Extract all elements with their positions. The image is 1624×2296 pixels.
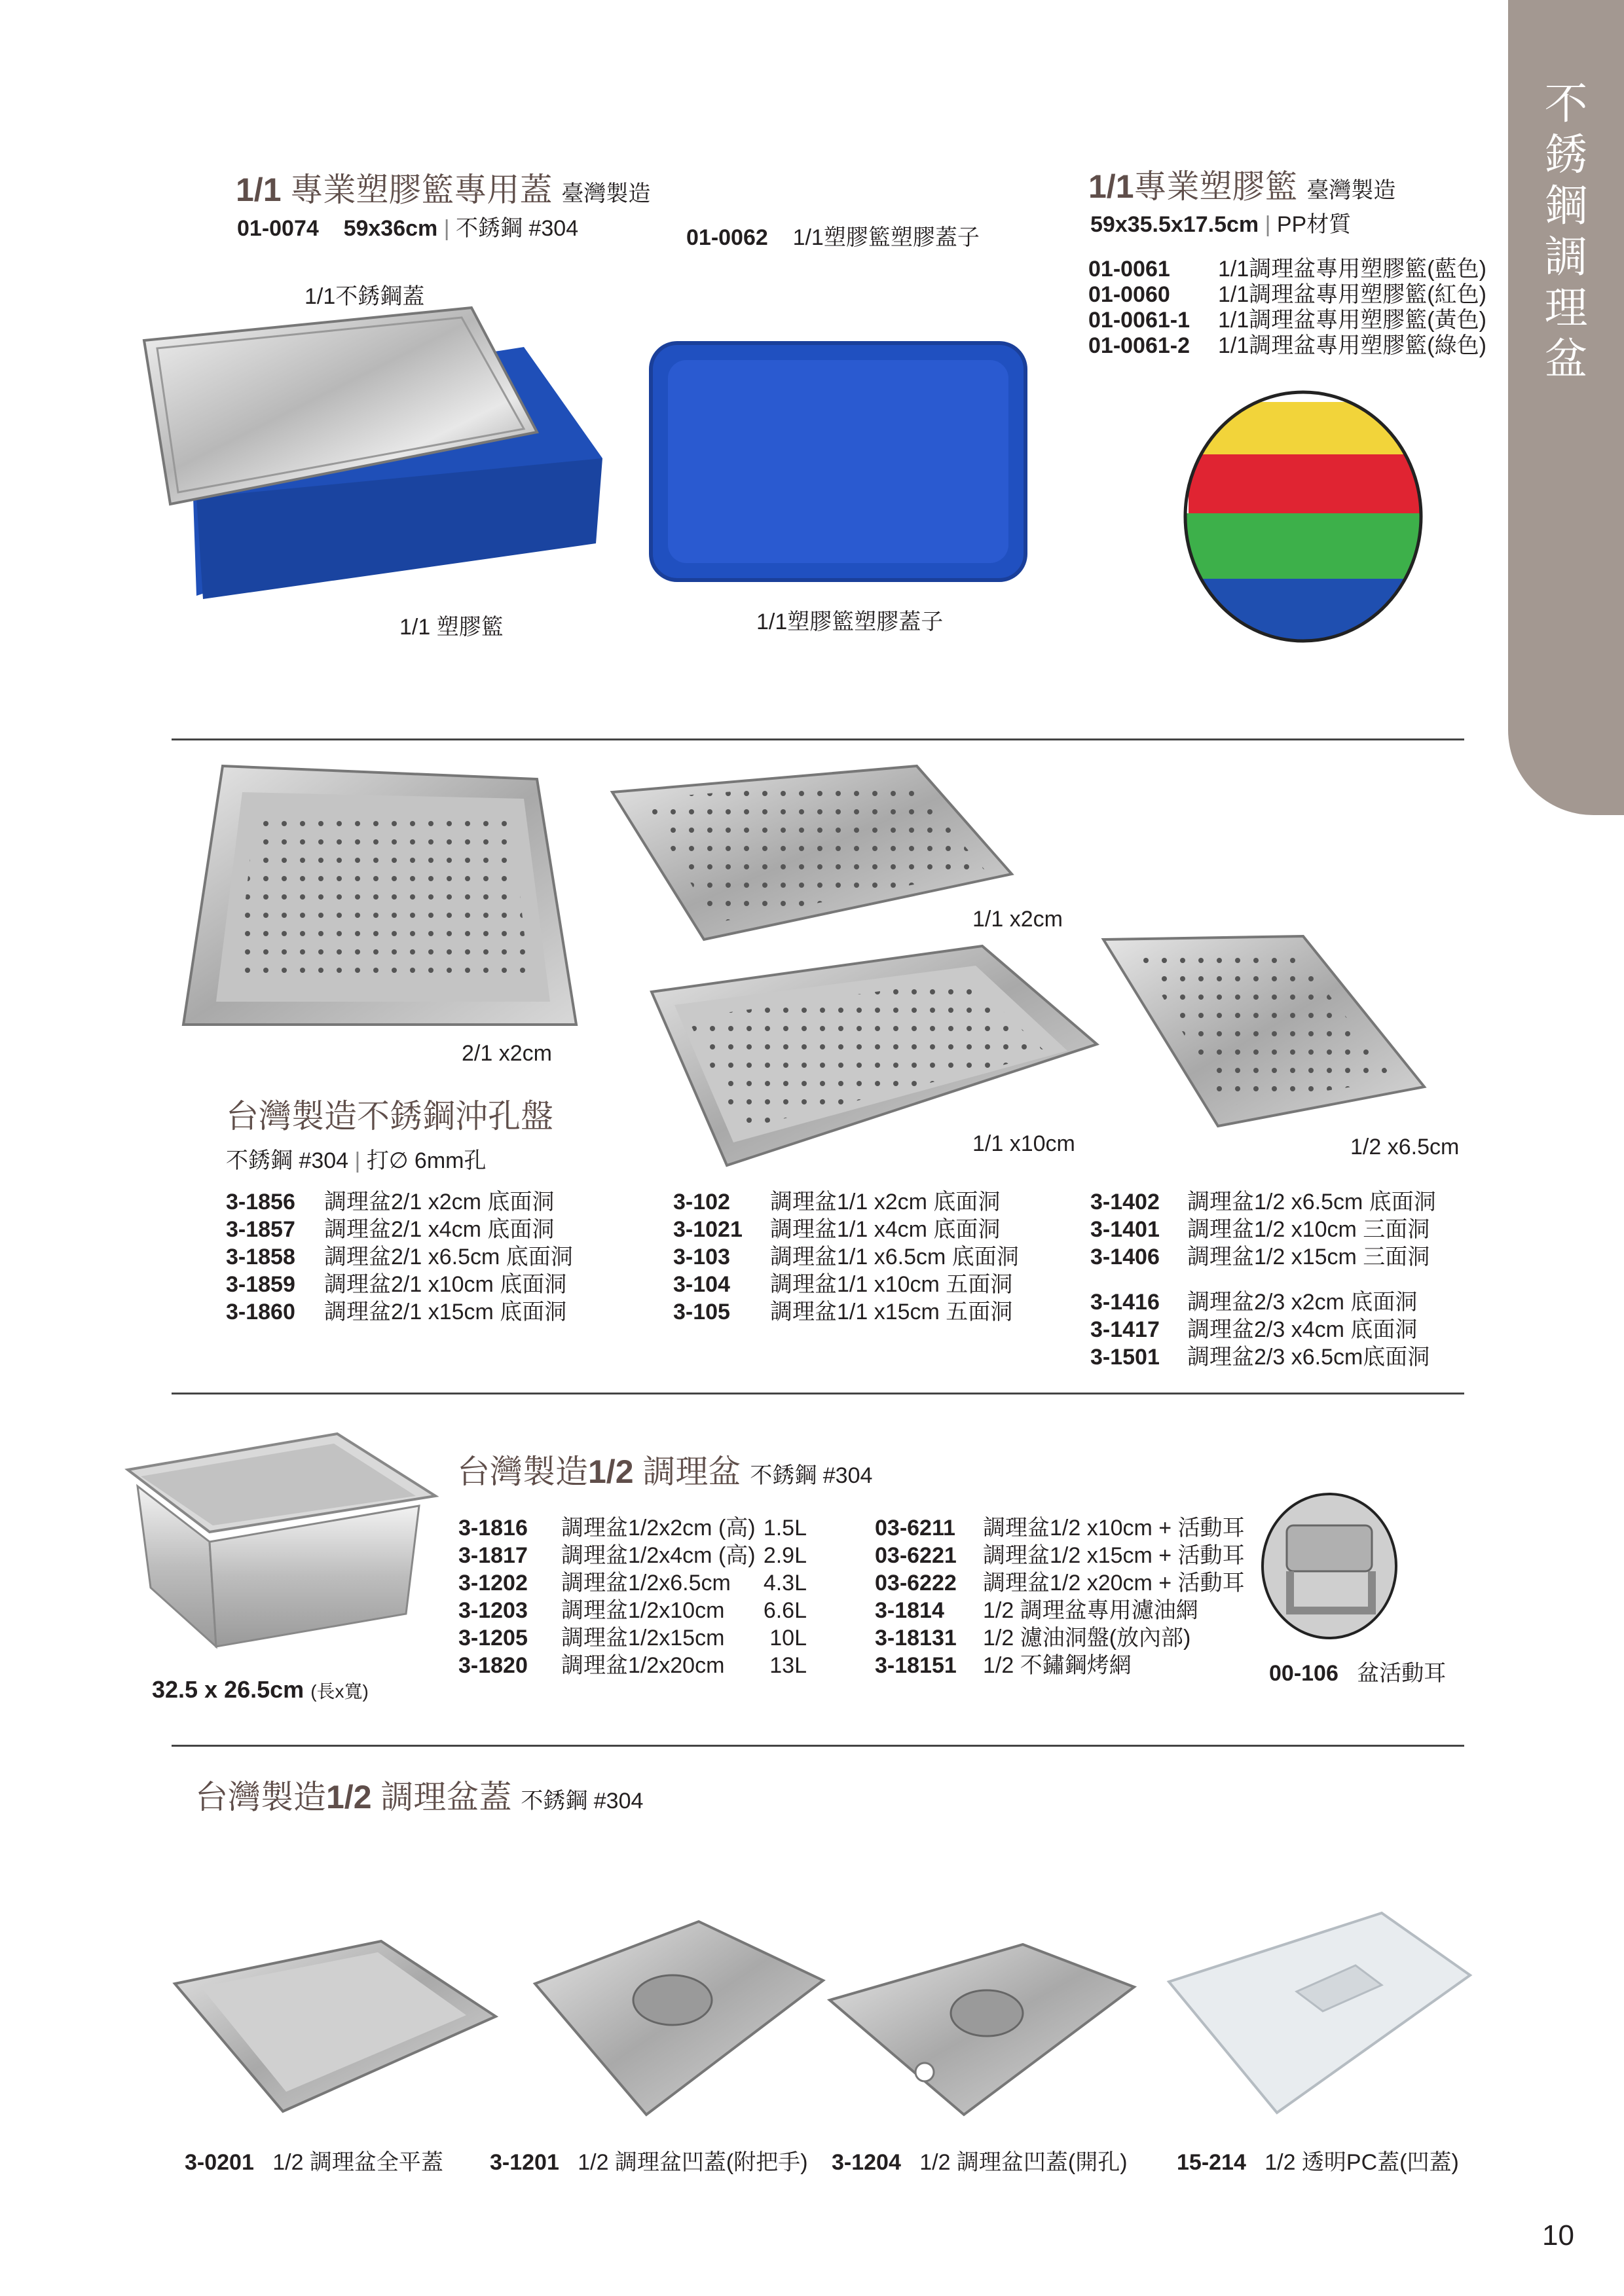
basket-spec: 59x35.5x17.5cm | PP材質 xyxy=(1090,212,1352,237)
half-pan-title-b: 1/2 xyxy=(588,1453,634,1490)
perforated-title: 台灣製造不銹鋼沖孔盤 xyxy=(226,1098,553,1135)
item-name: 調理盆1/2x20cm xyxy=(561,1653,725,1678)
item-name: 調理盆1/2 x15cm 三面洞 xyxy=(1187,1245,1430,1269)
item-name: 調理盆1/2 x15cm + 活動耳 xyxy=(983,1543,1245,1568)
lid-size: 59x36cm xyxy=(343,216,438,241)
table-row xyxy=(673,1216,1019,1243)
item-code: 3-1021 xyxy=(673,1217,743,1242)
item-code: 3-102 xyxy=(673,1190,730,1214)
item-name: 調理盆1/2x2cm (高) xyxy=(561,1516,756,1540)
item-name: 1/2 調理盆專用濾油網 xyxy=(983,1598,1198,1623)
flat-lid-image xyxy=(172,1938,499,2115)
half-pan-title xyxy=(457,1446,872,1493)
table-row xyxy=(226,1243,573,1271)
half-pan-size-note: (長x寬) xyxy=(310,1681,369,1702)
divider xyxy=(172,1393,1464,1394)
item-code: 3-1857 xyxy=(226,1217,295,1242)
side-tab-text xyxy=(1508,79,1624,385)
item-name: 調理盆2/1 x10cm 底面洞 xyxy=(324,1272,567,1297)
cover-code: 01-0062 xyxy=(686,225,768,250)
item-code: 3-1816 xyxy=(458,1516,528,1540)
item-name: 調理盆1/2x10cm xyxy=(561,1598,725,1623)
table-row xyxy=(458,1542,807,1569)
item-code: 01-0061-1 xyxy=(1088,308,1190,333)
perforated-col3a xyxy=(1090,1188,1436,1271)
half-pan-size-line xyxy=(152,1676,369,1705)
list-item xyxy=(1088,257,1486,282)
item-name: 調理盆1/2x4cm (高) xyxy=(561,1543,756,1568)
cap-11-2: 1/1 x2cm xyxy=(972,907,1063,932)
perforated-col2 xyxy=(673,1188,1019,1326)
item-code: 3-1203 xyxy=(458,1598,528,1623)
color-baskets-image xyxy=(1182,389,1424,644)
cap-12-65: 1/2 x6.5cm xyxy=(1350,1135,1460,1159)
cap-lid: 1/1不銹鋼蓋 xyxy=(304,284,425,309)
half-pan-image xyxy=(124,1434,439,1650)
table-row xyxy=(1090,1188,1436,1216)
table-row xyxy=(875,1542,1245,1569)
handle-name: 盆活動耳 xyxy=(1357,1661,1447,1686)
table-row xyxy=(458,1597,807,1624)
item-name: 調理盆1/2x6.5cm xyxy=(561,1571,731,1595)
table-row xyxy=(673,1188,1019,1216)
table-row xyxy=(458,1624,807,1652)
perforated-col1 xyxy=(226,1188,573,1326)
handle-line xyxy=(1269,1660,1446,1687)
item-name: 1/2 不鏽鋼烤網 xyxy=(983,1653,1132,1678)
table-row xyxy=(1090,1316,1430,1343)
item-code: 01-0061-2 xyxy=(1088,333,1190,358)
item-name: 調理盆1/2 x6.5cm 底面洞 xyxy=(1187,1190,1436,1214)
basket-made: 臺灣製造 xyxy=(1306,178,1396,203)
perforated-spec: 不銹鋼 #304 | 打∅ 6mm孔 xyxy=(226,1148,487,1173)
basket-size: 59x35.5x17.5cm xyxy=(1090,212,1259,237)
item-name: 調理盆1/1 x2cm 底面洞 xyxy=(770,1190,1001,1214)
basket-material: PP材質 xyxy=(1276,212,1352,237)
item-name: 調理盆2/1 x4cm 底面洞 xyxy=(324,1217,555,1242)
cap-cover: 1/1塑膠籃塑膠蓋子 xyxy=(756,610,944,634)
table-row xyxy=(673,1298,1019,1326)
half-pan-col1 xyxy=(458,1514,807,1679)
item-name: 調理盆1/1 x6.5cm 底面洞 xyxy=(770,1245,1019,1269)
perforated-pan-12-image xyxy=(1100,933,1428,1129)
item-name: 1/2 調理盆凹蓋(附把手) xyxy=(578,2150,808,2175)
item-name: 調理盆2/1 x2cm 底面洞 xyxy=(324,1190,555,1214)
lid-item-2 xyxy=(490,2149,808,2176)
lid-with-notch-image xyxy=(826,1941,1137,2118)
basket-with-lid-image xyxy=(131,301,629,602)
item-name: 調理盆1/1 x15cm 五面洞 xyxy=(770,1300,1013,1324)
item-volume: 6.6L xyxy=(763,1598,807,1623)
perforated-material: 不銹鋼 #304 xyxy=(226,1148,349,1173)
lid-title xyxy=(236,164,650,211)
item-code: 3-1201 xyxy=(490,2150,559,2175)
item-name: 調理盆2/3 x6.5cm底面洞 xyxy=(1187,1345,1430,1370)
item-name: 1/1調理盆專用塑膠籃(藍色) xyxy=(1218,257,1486,282)
item-volume: 1.5L xyxy=(763,1516,807,1540)
item-code: 3-1202 xyxy=(458,1571,528,1595)
item-name: 調理盆1/2 x10cm + 活動耳 xyxy=(983,1516,1245,1540)
lid-section-material: 不銹鋼 #304 xyxy=(521,1789,644,1813)
divider xyxy=(172,1745,1464,1747)
table-row xyxy=(458,1652,807,1679)
blue-cover-image xyxy=(648,340,1028,583)
perforated-col3b xyxy=(1090,1288,1430,1371)
item-code: 15-214 xyxy=(1177,2150,1246,2175)
item-volume: 10L xyxy=(769,1626,807,1650)
list-item xyxy=(1088,282,1486,308)
item-name: 1/1調理盆專用塑膠籃(紅色) xyxy=(1218,282,1486,307)
lid-spec: 01-0074 59x36cm | 不銹鋼 #304 xyxy=(237,216,579,241)
table-row xyxy=(226,1216,573,1243)
table-row xyxy=(226,1298,573,1326)
lid-code: 01-0074 xyxy=(237,216,319,241)
basket-title-rest: 專業塑膠籃 xyxy=(1134,168,1298,205)
table-row xyxy=(875,1514,1245,1542)
item-code: 3-1820 xyxy=(458,1653,528,1678)
lid-title-rest: 專業塑膠籃專用蓋 xyxy=(281,172,553,208)
item-name: 調理盆1/2x15cm xyxy=(561,1626,725,1650)
item-code: 3-1856 xyxy=(226,1190,295,1214)
cover-name: 1/1塑膠籃塑膠蓋子 xyxy=(792,225,980,250)
lid-item-1 xyxy=(185,2149,443,2176)
table-row xyxy=(875,1597,1245,1624)
half-pan-title-a: 台灣製造 xyxy=(457,1453,588,1490)
list-item xyxy=(1088,308,1486,333)
table-row xyxy=(1090,1243,1436,1271)
perforated-pan-21-image xyxy=(183,759,576,1034)
table-row xyxy=(673,1271,1019,1298)
basket-title-prefix: 1/1 xyxy=(1088,168,1134,205)
lid-material: 不銹鋼 #304 xyxy=(456,216,579,241)
lid-with-handle-image xyxy=(532,1922,826,2118)
table-row xyxy=(458,1514,807,1542)
lid-made: 臺灣製造 xyxy=(561,181,651,206)
item-code: 01-0060 xyxy=(1088,282,1170,307)
item-code: 3-1858 xyxy=(226,1245,295,1269)
table-row xyxy=(226,1271,573,1298)
item-name: 調理盆1/2 x20cm + 活動耳 xyxy=(983,1571,1245,1595)
item-code: 3-18131 xyxy=(875,1626,957,1650)
item-code: 3-1205 xyxy=(458,1626,528,1650)
item-code: 3-1401 xyxy=(1090,1217,1160,1242)
lid-section-title-b: 1/2 xyxy=(326,1779,372,1815)
cap-21: 2/1 x2cm xyxy=(462,1041,552,1066)
list-item xyxy=(1088,333,1486,359)
item-code: 3-18151 xyxy=(875,1653,957,1678)
lid-section-title xyxy=(195,1771,643,1818)
pc-lid-image xyxy=(1166,1913,1473,2116)
item-code: 03-6221 xyxy=(875,1543,957,1568)
item-volume: 13L xyxy=(769,1653,807,1678)
item-code: 3-103 xyxy=(673,1245,730,1269)
item-code: 3-1860 xyxy=(226,1300,295,1324)
basket-title xyxy=(1088,160,1395,208)
item-code: 3-0201 xyxy=(185,2150,254,2175)
handle-code: 00-106 xyxy=(1269,1661,1338,1686)
item-code: 3-1402 xyxy=(1090,1190,1160,1214)
item-name: 調理盆1/2 x10cm 三面洞 xyxy=(1187,1217,1430,1242)
item-name: 調理盆2/1 x6.5cm 底面洞 xyxy=(324,1245,573,1269)
lid-title-prefix: 1/1 xyxy=(236,172,282,208)
item-code: 3-1204 xyxy=(832,2150,901,2175)
item-code: 3-1501 xyxy=(1090,1345,1160,1370)
table-row xyxy=(458,1569,807,1597)
item-code: 3-1814 xyxy=(875,1598,944,1623)
item-name: 1/1調理盆專用塑膠籃(綠色) xyxy=(1218,333,1486,358)
item-volume: 4.3L xyxy=(763,1571,807,1595)
item-name: 1/2 調理盆凹蓋(開孔) xyxy=(919,2150,1128,2175)
table-row xyxy=(1090,1343,1430,1371)
side-tab-label: 不銹鋼調理盆 xyxy=(1544,79,1588,384)
cap-11-10: 1/1 x10cm xyxy=(972,1131,1075,1156)
lid-section-title-a: 台灣製造 xyxy=(195,1779,326,1815)
item-code: 03-6222 xyxy=(875,1571,957,1595)
table-row xyxy=(1090,1216,1436,1243)
item-name: 調理盆2/3 x2cm 底面洞 xyxy=(1187,1290,1418,1315)
table-row xyxy=(875,1652,1245,1679)
table-row xyxy=(875,1569,1245,1597)
item-name: 1/2 透明PC蓋(凹蓋) xyxy=(1264,2150,1459,2175)
cap-basket: 1/1 塑膠籃 xyxy=(399,615,504,640)
basket-item-list xyxy=(1088,257,1486,359)
item-name: 調理盆2/3 x4cm 底面洞 xyxy=(1187,1317,1418,1342)
half-pan-material: 不銹鋼 #304 xyxy=(750,1463,873,1488)
lid-section-title-c: 調理盆蓋 xyxy=(371,1779,512,1815)
item-code: 3-105 xyxy=(673,1300,730,1324)
half-pan-size: 32.5 x 26.5cm xyxy=(152,1676,304,1703)
table-row xyxy=(226,1188,573,1216)
item-code: 3-1817 xyxy=(458,1543,528,1568)
perforated-pan-11-2cm-image xyxy=(609,766,1015,943)
item-code: 03-6211 xyxy=(875,1516,955,1540)
item-code: 01-0061 xyxy=(1088,257,1170,282)
cover-spec xyxy=(686,224,980,251)
item-name: 調理盆1/1 x10cm 五面洞 xyxy=(770,1272,1013,1297)
half-pan-col2 xyxy=(875,1514,1245,1679)
table-row xyxy=(875,1624,1245,1652)
item-code: 3-1416 xyxy=(1090,1290,1160,1315)
half-pan-title-c: 調理盆 xyxy=(633,1453,741,1490)
item-code: 3-104 xyxy=(673,1272,730,1297)
item-name: 調理盆2/1 x15cm 底面洞 xyxy=(324,1300,567,1324)
item-name: 1/1調理盆專用塑膠籃(黃色) xyxy=(1218,308,1486,333)
item-name: 1/2 濾油洞盤(放內部) xyxy=(983,1626,1191,1650)
divider xyxy=(172,738,1464,740)
lid-item-4 xyxy=(1177,2149,1459,2176)
item-code: 3-1859 xyxy=(226,1272,295,1297)
lid-item-3 xyxy=(832,2149,1128,2176)
item-volume: 2.9L xyxy=(763,1543,807,1568)
item-name: 調理盆1/1 x4cm 底面洞 xyxy=(770,1217,1001,1242)
table-row xyxy=(1090,1288,1430,1316)
item-name: 1/2 調理盆全平蓋 xyxy=(272,2150,443,2175)
pan-handle-image xyxy=(1261,1493,1398,1640)
item-code: 3-1406 xyxy=(1090,1245,1160,1269)
table-row xyxy=(673,1243,1019,1271)
item-code: 3-1417 xyxy=(1090,1317,1160,1342)
page-number: 10 xyxy=(1542,2219,1574,2251)
perforated-hole: 打∅ 6mm孔 xyxy=(366,1148,487,1173)
